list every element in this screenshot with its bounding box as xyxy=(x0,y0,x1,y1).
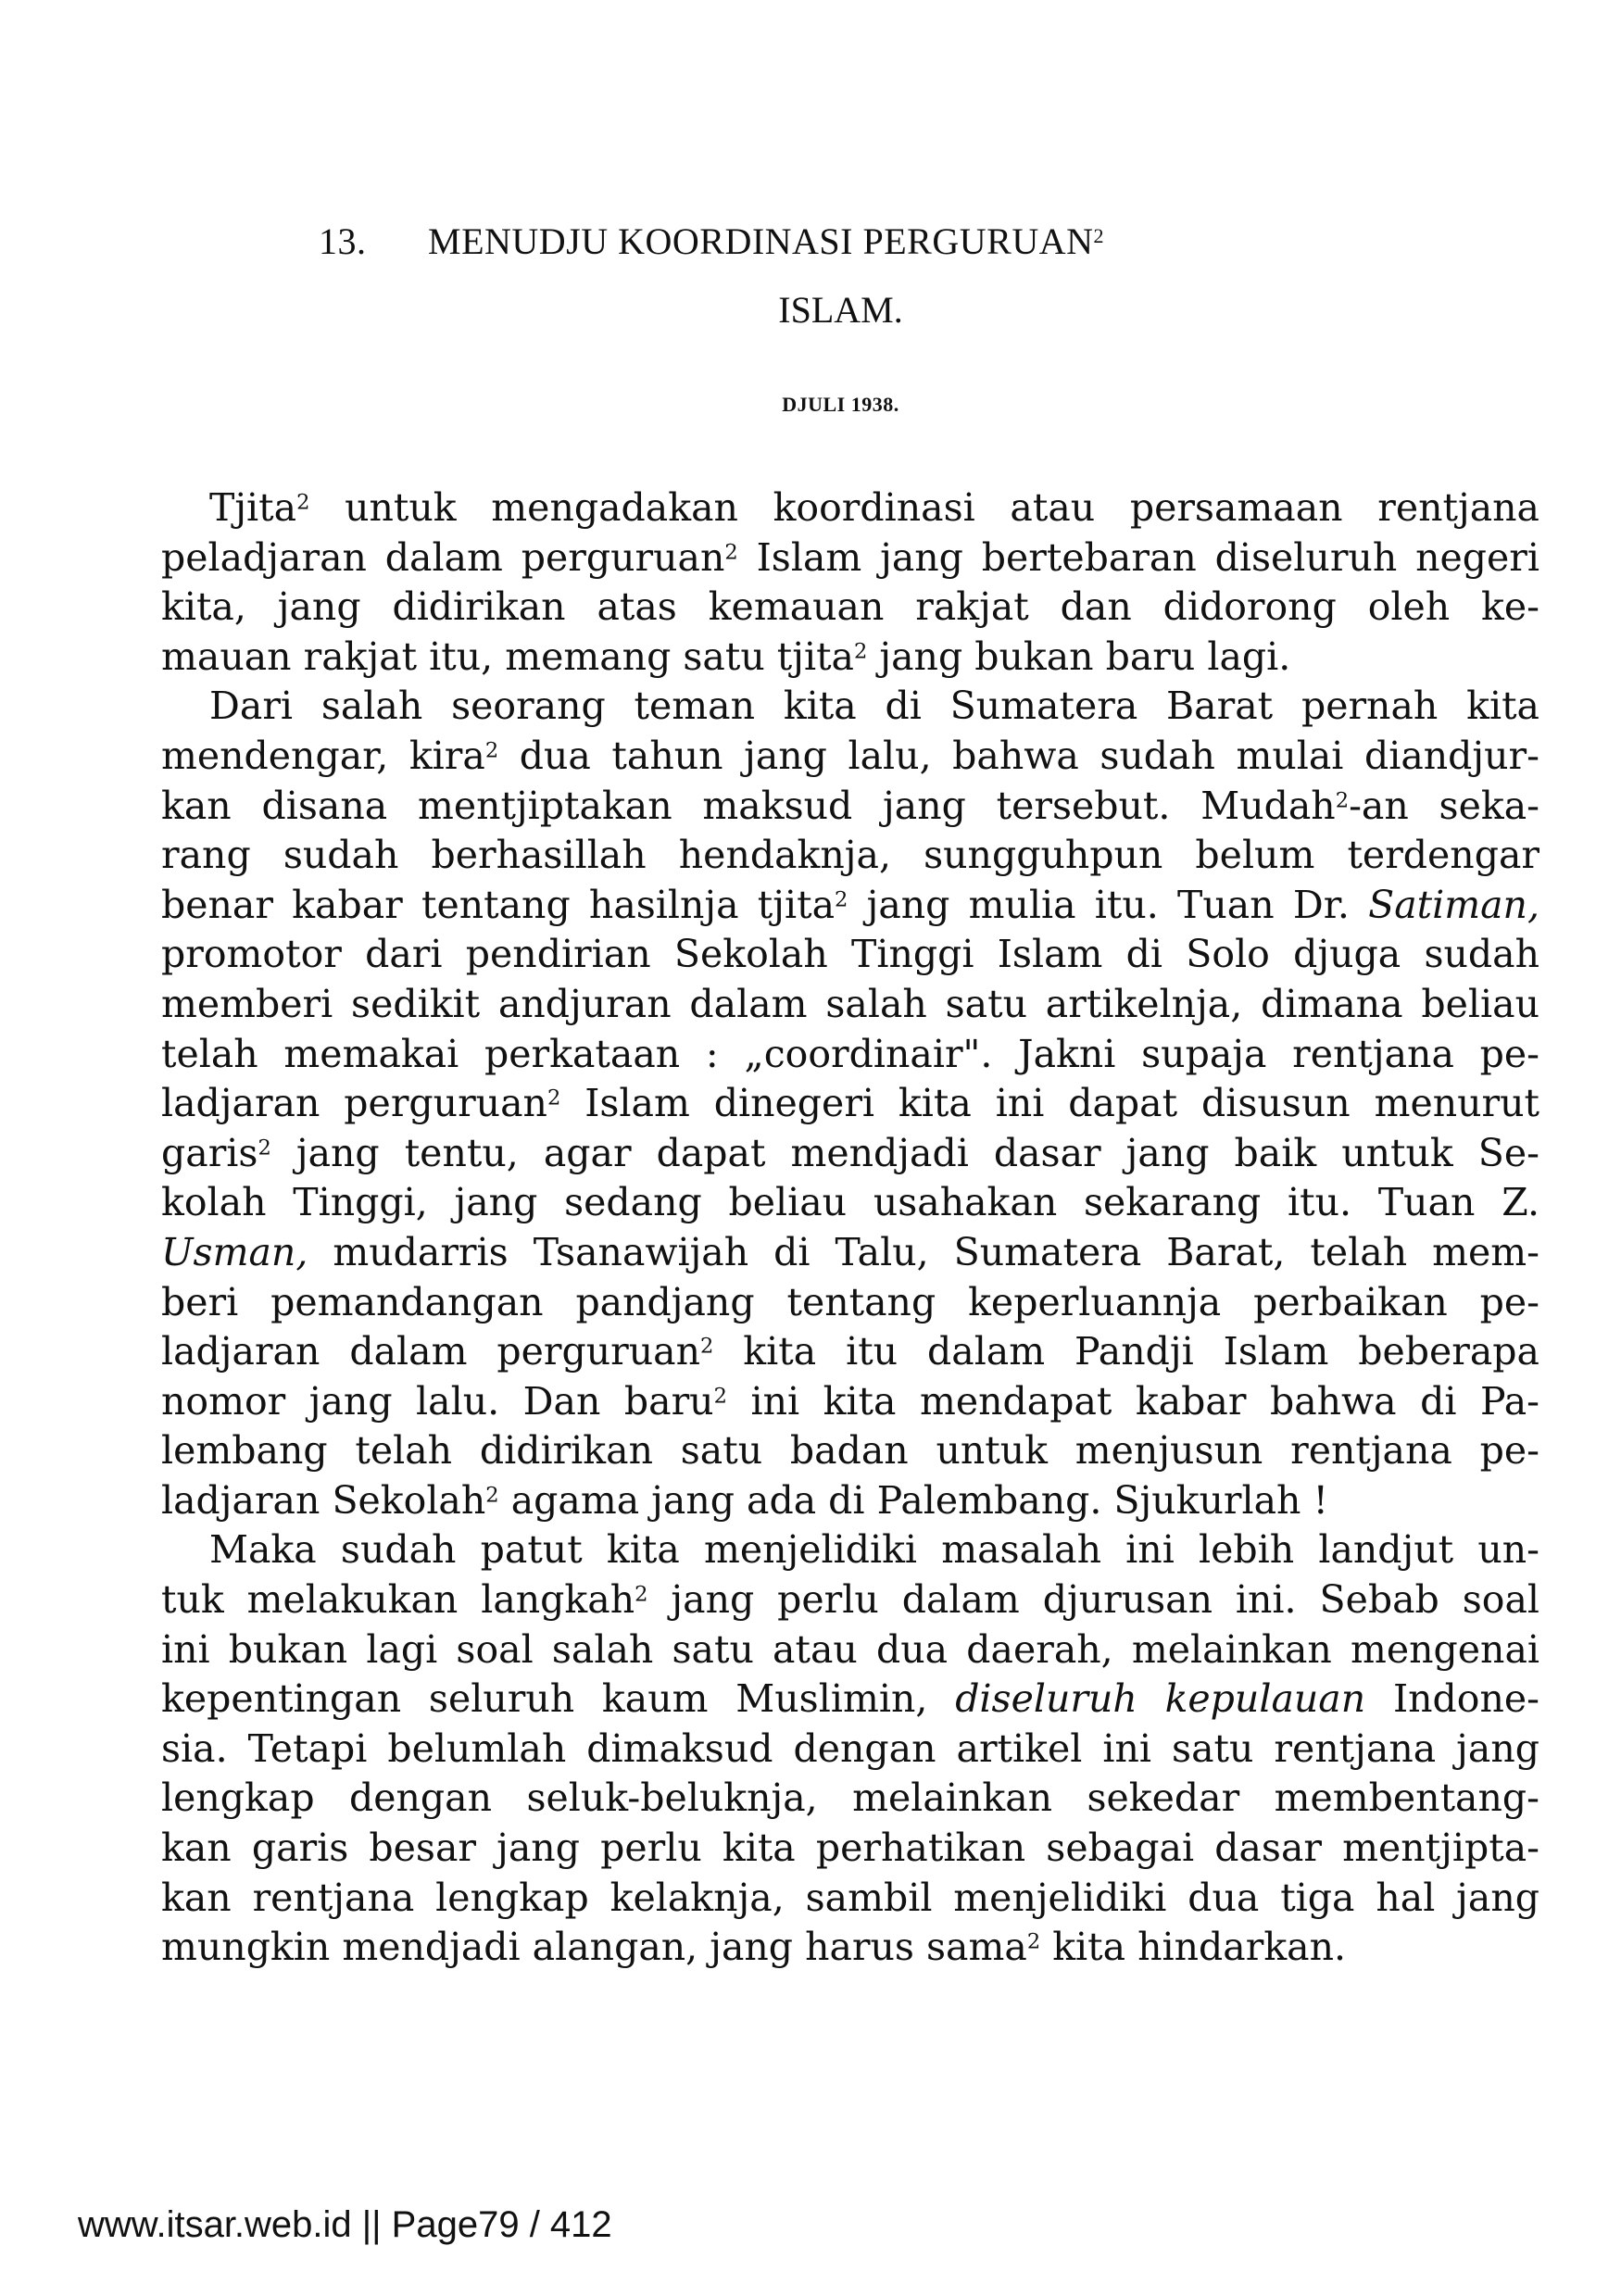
text-run: peladjaran dalam perguruan xyxy=(161,534,725,580)
paragraph xyxy=(161,1525,1539,1972)
text-line xyxy=(161,1030,1539,1080)
text-run: kita hindarkan. xyxy=(1040,1925,1347,1970)
text-run: Maka sudah patut kita menjelidiki masalah ini lebih landjut un- xyxy=(209,1527,1539,1573)
text-run: mungkin mendjadi alangan, jang harus sama xyxy=(161,1925,1027,1970)
text-line xyxy=(161,732,1539,782)
text-run: mauan rakjat itu, memang satu tjita xyxy=(161,634,854,679)
text-run: benar kabar tentang hasilnja tjita xyxy=(161,882,836,927)
text-line xyxy=(161,1675,1539,1725)
article-date: DJULI 1938. xyxy=(782,393,899,416)
text-line xyxy=(161,1129,1539,1179)
superscript-mark: 2 xyxy=(835,887,848,912)
chapter-heading xyxy=(319,219,1365,265)
text-run: untuk mengadakan koordinasi atau persamaan rentjana xyxy=(309,485,1539,530)
text-run: ladjaran perguruan xyxy=(161,1081,547,1126)
text-run: rang sudah berhasillah hendaknja, sungguhpun belum terdengar xyxy=(161,833,1539,878)
text-run: agama jang ada di Palembang. Sjukurlah ! xyxy=(498,1477,1328,1523)
text-run: kita, jang didirikan atas kemauan rakjat dan didorong oleh ke- xyxy=(161,584,1539,630)
text-run: kepentingan seluruh kaum Muslimin, xyxy=(161,1676,956,1722)
text-run: garis xyxy=(161,1130,258,1175)
text-run: ini kita mendapat kabar bahwa di Pa- xyxy=(726,1378,1539,1424)
superscript-mark: 2 xyxy=(484,738,499,763)
paragraph xyxy=(161,682,1539,1525)
text-run: dua tahun jang lalu, bahwa sudah mulai diandjur- xyxy=(498,733,1540,778)
text-run: kan rentjana lengkap kelaknja, sambil menjelidiki dua tiga hal jang xyxy=(161,1875,1539,1920)
text-run: sia. Tetapi belumlah dimaksud dengan artikel ini satu rentjana jang xyxy=(161,1725,1539,1771)
text-line xyxy=(161,1625,1539,1675)
text-line xyxy=(161,1525,1539,1575)
text-line xyxy=(161,1725,1539,1775)
text-run: kan disana mentjiptakan maksud jang tersebut. Mudah xyxy=(161,783,1336,828)
text-run: jang mulia itu. Tuan Dr. xyxy=(848,882,1369,927)
chapter-title-superscript: 2 xyxy=(1093,223,1104,247)
text-line xyxy=(161,483,1539,533)
text-run: tuk melakukan langkah xyxy=(161,1577,635,1623)
text-line xyxy=(161,1228,1539,1278)
text-line xyxy=(161,1377,1539,1427)
superscript-mark: 2 xyxy=(854,639,868,664)
italic-text: Usman, xyxy=(161,1229,308,1274)
chapter-title-line2: ISLAM. xyxy=(778,289,903,331)
superscript-mark: 2 xyxy=(258,1135,271,1161)
text-run: -an seka- xyxy=(1349,783,1539,828)
superscript-mark: 2 xyxy=(713,1384,727,1409)
text-line xyxy=(161,1178,1539,1228)
paragraph xyxy=(161,483,1539,682)
text-line xyxy=(161,1824,1539,1874)
superscript-mark: 2 xyxy=(1026,1929,1041,1954)
text-run: kolah Tinggi, jang sedang beliau usahakan sekarang itu. Tuan Z. xyxy=(161,1180,1539,1225)
text-run: lengkap dengan seluk-beluknja, melainkan sekedar membentang- xyxy=(161,1775,1539,1821)
text-run: mudarris Tsanawijah di Talu, Sumatera Barat, telah mem- xyxy=(308,1229,1539,1274)
text-run: jang perlu dalam djurusan ini. Sebab soal xyxy=(647,1577,1539,1623)
text-run: mendengar, kira xyxy=(161,733,485,778)
superscript-mark: 2 xyxy=(296,490,310,515)
text-line xyxy=(161,1079,1539,1129)
text-run: ladjaran Sekolah xyxy=(161,1477,486,1523)
text-line xyxy=(161,633,1539,683)
text-line xyxy=(161,583,1539,633)
page-footer: www.itsar.web.id || Page79 / 412 xyxy=(78,2204,612,2245)
text-run: Tjita xyxy=(209,485,297,530)
text-run: Dari salah seorang teman kita di Sumatera Barat pernah kita xyxy=(209,684,1539,729)
text-line xyxy=(161,1426,1539,1476)
superscript-mark: 2 xyxy=(635,1582,648,1607)
italic-text: Satiman, xyxy=(1368,882,1539,927)
superscript-mark: 2 xyxy=(700,1334,714,1359)
text-run: jang bukan baru lagi. xyxy=(867,634,1291,679)
text-run: memberi sedikit andjuran dalam salah satu artikelnja, dimana beliau xyxy=(161,981,1539,1026)
chapter-number: 13. xyxy=(319,220,367,262)
text-line xyxy=(161,533,1539,583)
text-run: beri pemandangan pandjang tentang keperluannja perbaikan pe- xyxy=(161,1279,1539,1324)
text-run: ladjaran dalam perguruan xyxy=(161,1329,700,1374)
article-body xyxy=(161,483,1539,1973)
italic-text: diseluruh kepulauan xyxy=(955,1676,1366,1722)
chapter-title-line1: MENUDJU KOORDINASI PERGURUAN xyxy=(428,220,1094,262)
text-line xyxy=(161,1774,1539,1824)
text-line xyxy=(161,682,1539,732)
text-line xyxy=(161,1575,1539,1625)
text-run: Indone- xyxy=(1365,1676,1540,1722)
text-run: jang tentu, agar dapat mendjadi dasar jang baik untuk Se- xyxy=(270,1130,1539,1175)
text-line xyxy=(161,831,1539,881)
text-run: lembang telah didirikan satu badan untuk menjusun rentjana pe- xyxy=(161,1428,1539,1474)
text-line xyxy=(161,881,1539,931)
superscript-mark: 2 xyxy=(724,540,738,565)
text-run: nomor jang lalu. Dan baru xyxy=(161,1378,714,1424)
text-run: ini bukan lagi soal salah satu atau dua daerah, melainkan mengenai xyxy=(161,1626,1539,1672)
text-line xyxy=(161,1278,1539,1328)
text-line xyxy=(161,930,1539,980)
text-line xyxy=(161,1476,1539,1526)
text-run: Islam jang bertebaran diseluruh negeri xyxy=(737,534,1539,580)
text-run: kita itu dalam Pandji Islam beberapa xyxy=(713,1329,1539,1374)
text-line xyxy=(161,1923,1539,1973)
text-run: promotor dari pendirian Sekolah Tinggi Islam di Solo djuga sudah xyxy=(161,932,1539,977)
text-line xyxy=(161,782,1539,832)
superscript-mark: 2 xyxy=(547,1085,561,1110)
text-line xyxy=(161,1874,1539,1924)
text-run: telah memakai perkataan : „coordinair". Jakni supaja rentjana pe- xyxy=(161,1031,1539,1076)
text-line xyxy=(161,980,1539,1030)
superscript-mark: 2 xyxy=(485,1483,499,1508)
text-line xyxy=(161,1327,1539,1377)
text-run: kan garis besar jang perlu kita perhatikan sebagai dasar mentjipta- xyxy=(161,1826,1539,1871)
superscript-mark: 2 xyxy=(1335,788,1350,813)
text-run: Islam dinegeri kita ini dapat disusun menurut xyxy=(560,1081,1539,1126)
